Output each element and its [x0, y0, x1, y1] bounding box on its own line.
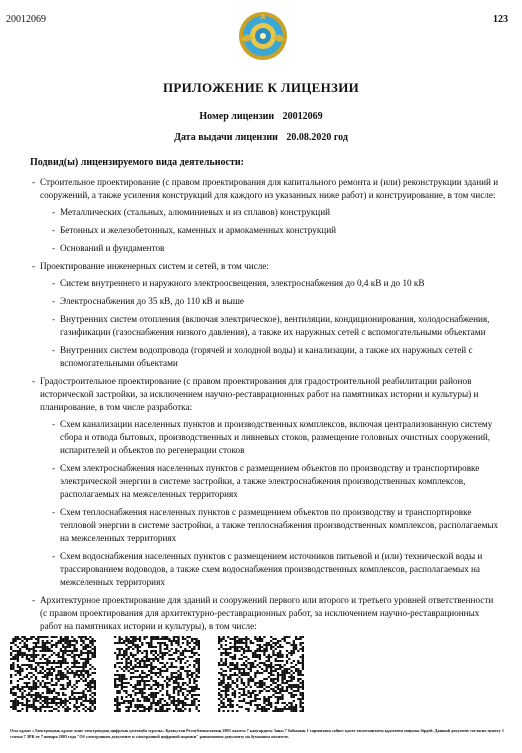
activity-list — [32, 176, 502, 635]
qr-codes — [10, 636, 510, 712]
qr-code-icon — [114, 636, 200, 712]
license-number-label: Номер лицензии — [199, 111, 275, 122]
bullet-dash: - — [52, 278, 56, 288]
activity-subitem-text: Систем внутреннего и наружного электроосвещения, электроснабжения до 0,4 кВ и до 10 кВ — [60, 278, 425, 288]
activity-subitem — [52, 206, 502, 219]
activity-subitem-text: Оснований и фундаментов — [60, 243, 165, 253]
activity-subitem-text: Схем канализации населенных пунктов и производственных комплексов, включая централизованную систему сбора и отвода бытовых, производственных и ливневых стоков, размещение головных очистных сооружений, испарителей и объектов по регенерации стоков — [60, 419, 493, 455]
bullet-dash: - — [52, 507, 56, 517]
activity-subitem — [52, 344, 502, 370]
activity-subitem — [52, 313, 502, 339]
bullet-dash: - — [52, 345, 56, 355]
bullet-dash: - — [32, 376, 36, 386]
activity-subitem-text: Электроснабжения до 35 кВ, до 110 кВ и выше — [60, 296, 244, 306]
license-date-label: Дата выдачи лицензии — [174, 132, 278, 143]
bullet-dash: - — [52, 207, 56, 217]
activity-subitem-text: Металлических (стальных, алюминиевых и из сплавов) конструкций — [60, 207, 331, 217]
activity-subitem — [52, 550, 502, 589]
activity-section-text: Проектирование инженерных систем и сетей, в том числе: — [40, 261, 269, 271]
activity-subitem-text: Внутренних систем водопровода (горячей и холодной воды) и канализации, а также их наружных сетей с вспомогательными объектами — [60, 345, 473, 368]
license-number-row — [0, 111, 522, 122]
activity-section-text: Архитектурное проектирование для зданий и сооружений первого или второго и третьего уровней ответственности (с правом проектирования для архитектурно-реставрационных работ, за исключением научно-реставрационных работ на памятниках истории и культуры), в том числе: — [40, 595, 494, 631]
qr-code-icon — [10, 636, 96, 712]
header-doc-number: 20012069 — [6, 14, 46, 25]
header-page-number: 123 — [493, 14, 508, 25]
license-date-value: 20.08.2020 год — [286, 132, 348, 143]
activity-subitem — [52, 277, 502, 290]
page-title: ПРИЛОЖЕНИЕ К ЛИЦЕНЗИИ — [162, 80, 360, 95]
legal-footer: Осы құжат «Электрондық құжат және электрондық цифрлық қолтаңба туралы» Қазақстан Республикасының 2003 жылғы 7 қаңтардағы Заңы 7 бабының 1 тармағына сәйкес қағаз тасығыштағы құжатпен маңызы бірдей. Данный документ согласно пункту 1 статьи 7 ЗРК от 7 января 2003 года "Об электронном документе и электронной цифровой подписи" равнозначен документу на бумажном носителе. — [10, 728, 505, 739]
license-number-value: 20012069 — [282, 111, 323, 122]
bullet-dash: - — [52, 296, 56, 306]
activity-subitem — [52, 242, 502, 255]
activity-subitem-text: Внутренних систем отопления (включая электрическое), вентиляции, кондиционирования, холодоснабжения, газификации (газоснабжения низкого давления), а также их наружных сетей с вспомогательными объектами — [60, 314, 490, 337]
activity-section-text: Строительное проектирование (с правом проектирования для капитального ремонта и (или) реконструкции зданий и сооружений, а также усиления конструкций для каждого из указанных ниже работ) и конструирование, в том числе: — [40, 177, 499, 200]
activity-subitem — [52, 506, 502, 545]
activity-subitem — [52, 224, 502, 237]
bullet-dash: - — [52, 551, 56, 561]
license-date-row — [0, 132, 522, 143]
activity-subitem — [52, 462, 502, 501]
activity-section — [32, 260, 502, 273]
bullet-dash: - — [32, 261, 36, 271]
activity-subitems — [52, 277, 502, 370]
bullet-dash: - — [52, 243, 56, 253]
state-emblem-icon — [237, 10, 289, 62]
bullet-dash: - — [52, 314, 56, 324]
activity-subitem-text: Схем теплоснабжения населенных пунктов с размещением объектов по производству и транспортировке тепловой энергии в системе застройки, а также теплоснабжения производственных комплексов, располагаемых на межселенных территориях — [60, 507, 499, 543]
activity-subitem-text: Схем электроснабжения населенных пунктов с размещением объектов по производству и транспортировке электрической энергии в системе застройки, а также электроснабжения производственных комплексов, располагаемых на межселенных территориях — [60, 463, 480, 499]
activity-subitems — [52, 418, 502, 589]
activity-subitem — [52, 418, 502, 457]
activity-subitem — [52, 295, 502, 308]
activity-section-text: Градостроительное проектирование (с правом проектирования для градостроительной реабилитации районов исторической застройки, за исключением научно-реставрационных работ на памятниках истории и культуры) и планирование, в том числе разработка: — [40, 376, 479, 412]
bullet-dash: - — [32, 177, 36, 187]
activity-subitems — [52, 206, 502, 255]
bullet-dash: - — [52, 225, 56, 235]
activity-section — [32, 375, 502, 414]
activity-section — [32, 176, 502, 202]
activity-subitem-text: Схем водоснабжения населенных пунктов с размещением источников питьевой и (или) технической воды и трассированием водоводов, а также схем водоснабжения производственных комплексов, располагаемых на межселенных территориях — [60, 551, 483, 587]
bullet-dash: - — [52, 463, 56, 473]
bullet-dash: - — [32, 595, 36, 605]
subtypes-heading: Подвид(ы) лицензируемого вида деятельности: — [30, 157, 244, 168]
qr-code-icon — [218, 636, 304, 712]
activity-section — [32, 594, 502, 633]
bullet-dash: - — [52, 419, 56, 429]
activity-subitem-text: Бетонных и железобетонных, каменных и армокаменных конструкций — [60, 225, 337, 235]
